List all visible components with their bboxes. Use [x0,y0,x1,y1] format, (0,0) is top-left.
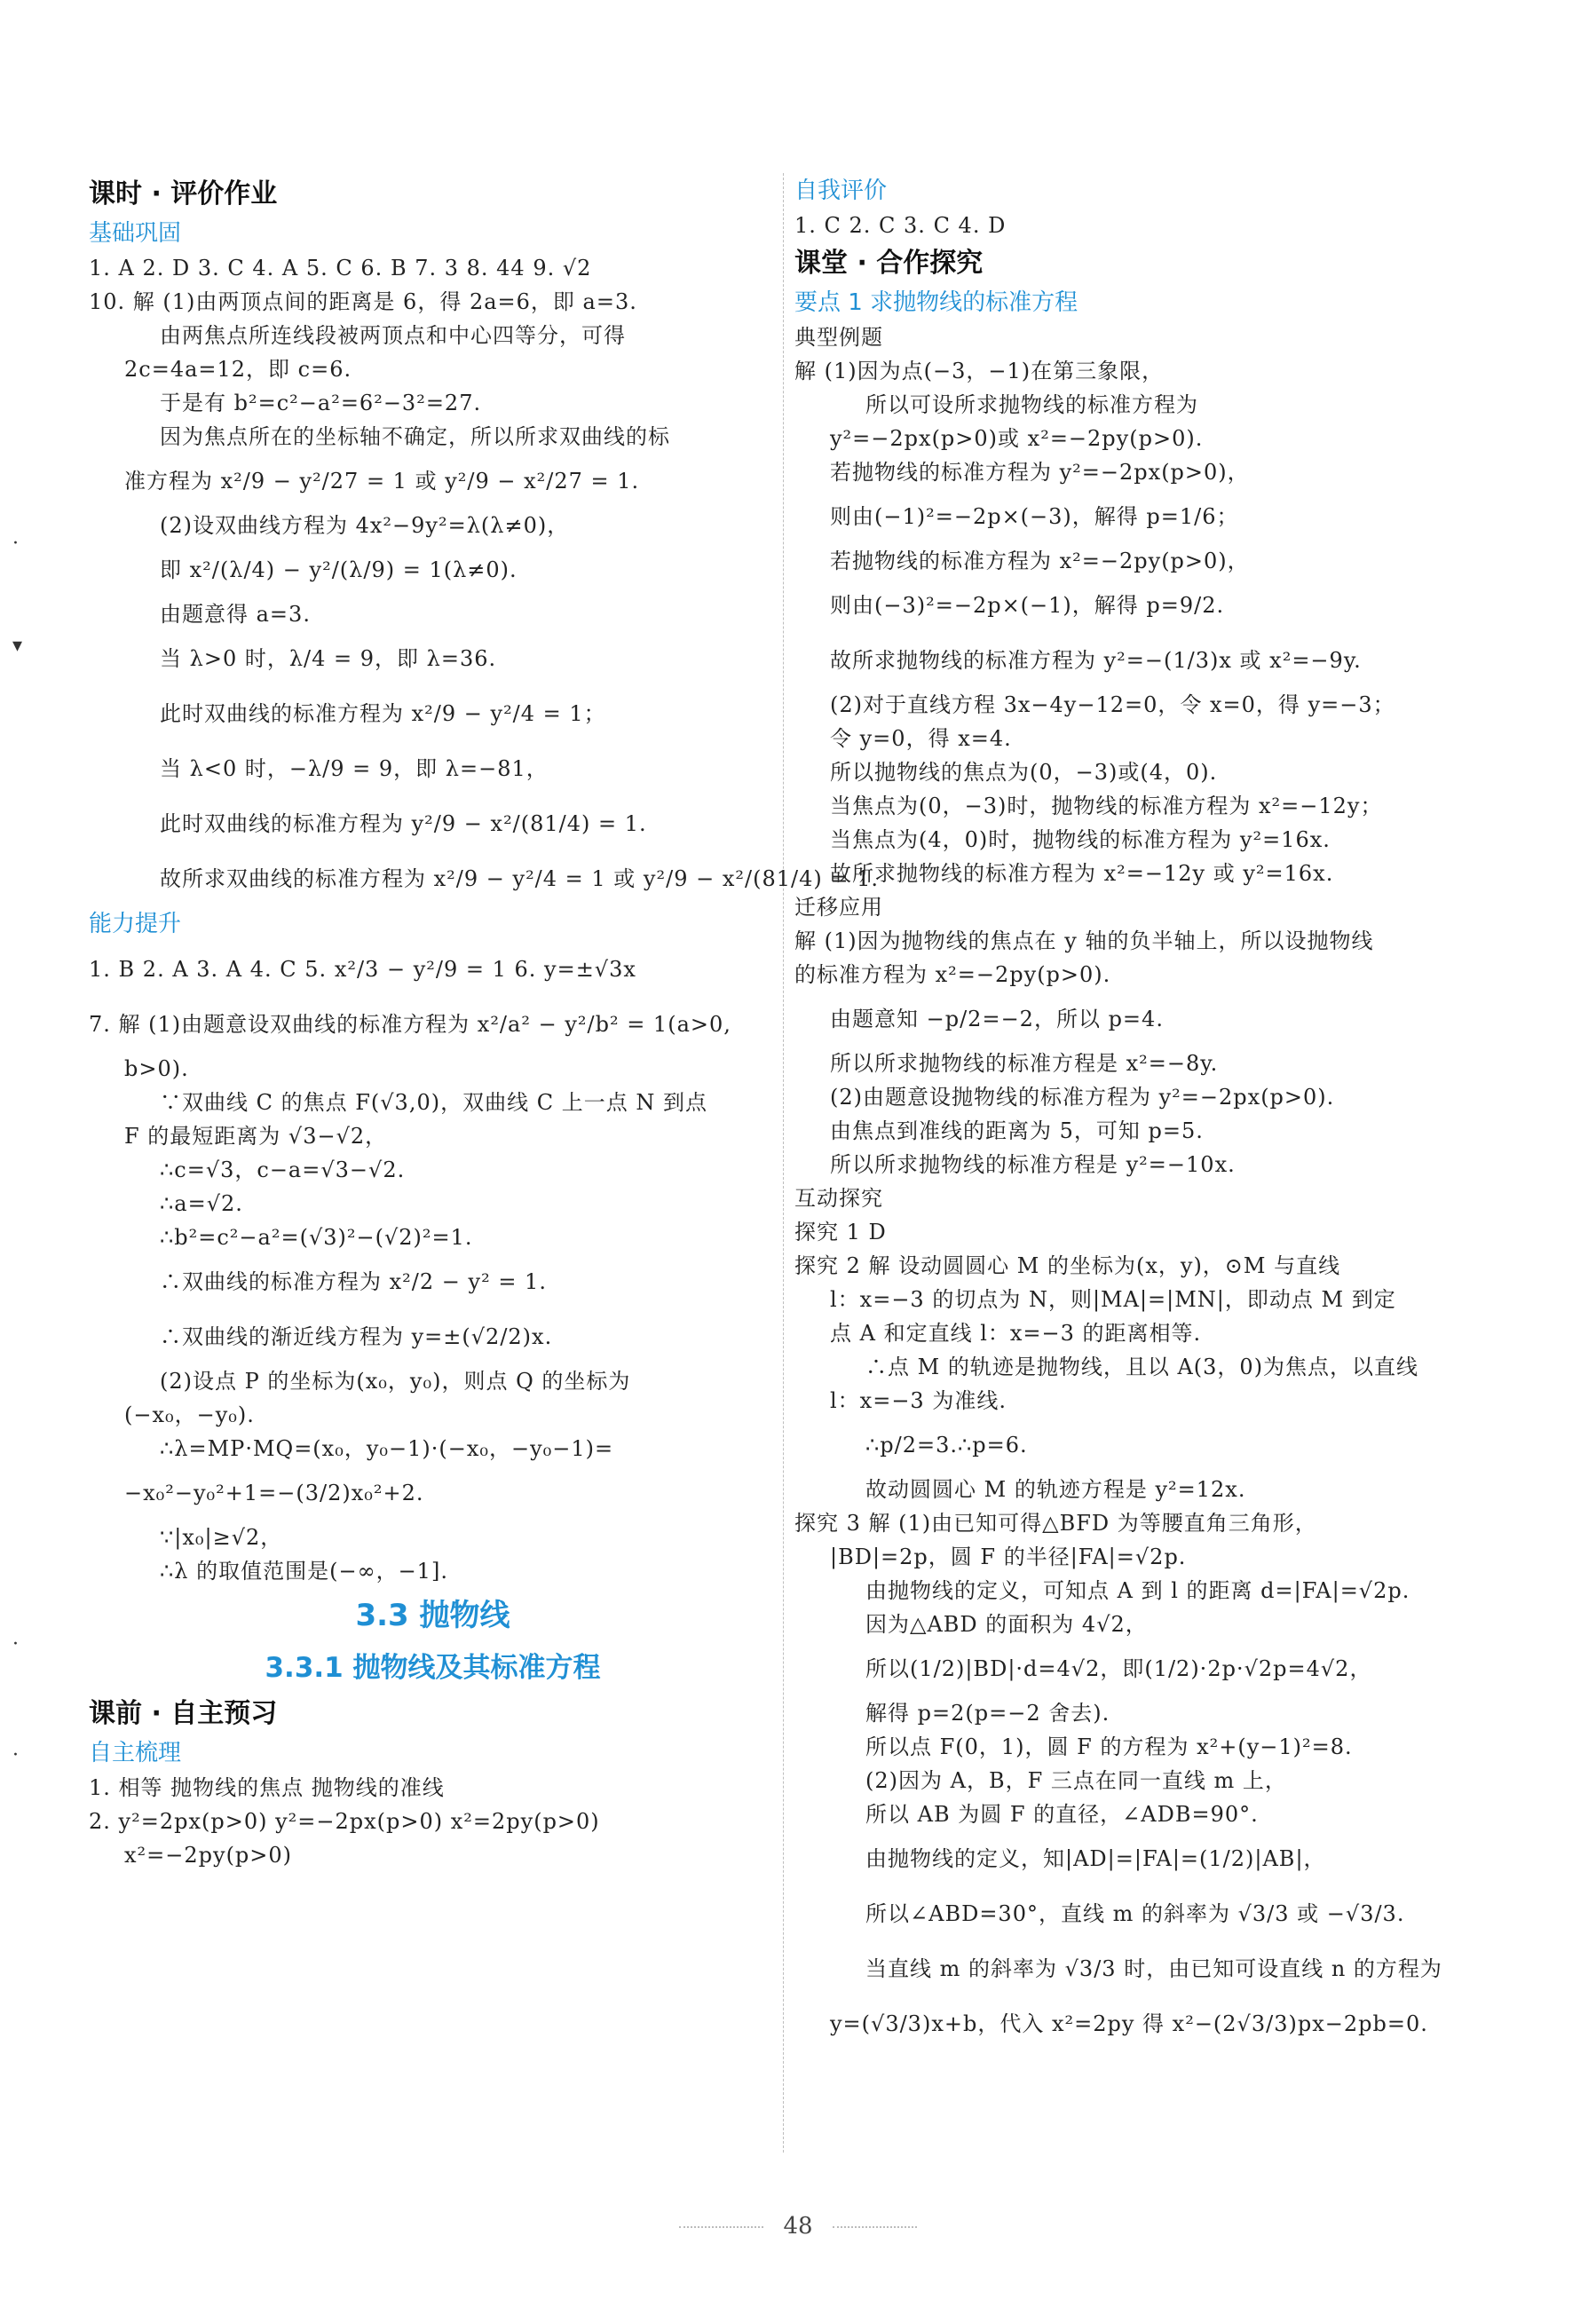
text-line: 由题意知 −p/2=−2，所以 p=4. [830,1007,1164,1031]
subsection-label: 自我评价 [794,178,888,204]
subsection-label: 自主梳理 [89,1740,182,1766]
margin-mark: ▾ [12,635,23,657]
text-line: ∴a=√2. [160,1191,243,1216]
text-line: 则由(−1)²=−2p×(−3)，解得 p=1/6； [830,504,1239,529]
text-line: 所以所求抛物线的标准方程是 x²=−8y. [830,1051,1219,1076]
text-line: ∵双曲线 C 的焦点 F(√3,0)，双曲线 C 上一点 N 到点 [160,1090,707,1115]
subsection-label: 能力提升 [89,911,182,937]
text-line: 解 (1)因为抛物线的焦点在 y 轴的负半轴上，所以设抛物线 [794,928,1374,953]
text-line: ∴p/2=3.∴p=6. [865,1433,1028,1458]
margin-mark: · [12,1744,19,1766]
text-line: 当 λ<0 时，−λ/9 = 9，即 λ=−81， [160,756,549,781]
text-line: ∴λ 的取值范围是(−∞，−1]. [160,1559,448,1584]
text-line: (2)设双曲线方程为 4x²−9y²=λ(λ≠0)， [160,513,570,538]
text-line: 当焦点为(4，0)时，抛物线的标准方程为 y²=16x. [830,827,1331,852]
text-line: 2c=4a=12，即 c=6. [124,357,352,382]
text-line: 故所求双曲线的标准方程为 x²/9 − y²/4 = 1 或 y²/9 − x²/(81/4) = 1. [160,866,879,891]
margin-mark: · [12,533,19,555]
text-line: 所以∠ABD=30°，直线 m 的斜率为 √3/3 或 −√3/3. [865,1901,1405,1926]
text-line: 探究 3 解 (1)由已知可得△BFD 为等腰直角三角形， [794,1511,1317,1536]
text-line: 所以点 F(0，1)，圆 F 的方程为 x²+(y−1)²=8. [865,1734,1353,1759]
text-line: 当焦点为(0，−3)时，抛物线的标准方程为 x²=−12y； [830,794,1383,818]
text-line: 由抛物线的定义，可知点 A 到 l 的距离 d=|FA|=√2p. [865,1578,1410,1603]
chapter-title: 3.3.1 抛物线及其标准方程 [265,1652,601,1684]
text-line: 所以抛物线的焦点为(0，−3)或(4，0). [830,760,1218,785]
text-line: (−x₀，−y₀). [124,1402,255,1427]
text-line: 10. 解 (1)由两顶点间的距离是 6，得 2a=6，即 a=3. [89,289,637,314]
text-line: 探究 1 D [794,1220,887,1244]
text-line: 7. 解 (1)由题意设双曲线的标准方程为 x²/a² − y²/b² = 1(a>0, [89,1012,731,1037]
text-line: 因为焦点所在的坐标轴不确定，所以所求双曲线的标 [160,424,670,449]
text-line: 若抛物线的标准方程为 x²=−2py(p>0)， [830,549,1250,573]
text-line: 典型例题 [794,325,883,350]
text-line: b>0). [124,1056,189,1081]
text-line: −x₀²−y₀²+1=−(3/2)x₀²+2. [124,1481,424,1505]
text-line: 解 (1)因为点(−3，−1)在第三象限， [794,359,1165,383]
text-line: 由焦点到准线的距离为 5，可知 p=5. [830,1118,1204,1143]
text-line: 2. y²=2px(p>0) y²=−2px(p>0) x²=2py(p>0) [89,1809,600,1834]
text-line: 此时双曲线的标准方程为 y²/9 − x²/(81/4) = 1. [160,811,647,836]
text-line: 的标准方程为 x²=−2py(p>0). [794,962,1111,987]
text-line: ∴c=√3，c−a=√3−√2. [160,1157,406,1182]
text-line: ∴双曲线的标准方程为 x²/2 − y² = 1. [160,1269,547,1294]
text-line: ∴双曲线的渐近线方程为 y=±(√2/2)x. [160,1324,553,1349]
subsection-label: 要点 1 求抛物线的标准方程 [794,289,1078,316]
text-line: 故动圆圆心 M 的轨迹方程是 y²=12x. [865,1477,1246,1502]
text-line: 即 x²/(λ/4) − y²/(λ/9) = 1(λ≠0). [160,557,518,582]
text-line: 探究 2 解 设动圆圆心 M 的坐标为(x，y)，⊙M 与直线 [794,1253,1341,1278]
text-line: 由抛物线的定义，知|AD|=|FA|=(1/2)|AB|， [865,1846,1326,1871]
text-line: l：x=−3 的切点为 N，则|MA|=|MN|，即动点 M 到定 [830,1287,1396,1312]
text-line: (2)设点 P 的坐标为(x₀，y₀)，则点 Q 的坐标为 [160,1369,631,1394]
column-divider [783,173,784,2153]
text-line: 准方程为 x²/9 − y²/27 = 1 或 y²/9 − x²/27 = 1. [124,469,640,494]
text-line: 当直线 m 的斜率为 √3/3 时，由已知可设直线 n 的方程为 [865,1956,1442,1981]
text-line: 所以(1/2)|BD|·d=4√2，即(1/2)·2p·√2p=4√2， [865,1656,1372,1681]
text-line: F 的最短距离为 √3−√2， [124,1124,388,1149]
footer-rule-right [833,2226,917,2228]
margin-mark: · [12,1633,19,1655]
text-line: |BD|=2p，圆 F 的半径|FA|=√2p. [830,1545,1187,1569]
text-line: 所以所求抛物线的标准方程是 y²=−10x. [830,1152,1236,1177]
section-heading: 课堂 · 合作探究 [794,248,984,279]
text-line: 由两焦点所连线段被两顶点和中心四等分，可得 [160,323,626,348]
text-line: 1. 相等 抛物线的焦点 抛物线的准线 [89,1775,445,1800]
text-line: 所以 AB 为圆 F 的直径，∠ADB=90°. [865,1802,1259,1827]
text-line: 互动探究 [794,1186,883,1211]
text-line: 令 y=0，得 x=4. [830,726,1012,751]
section-heading: 课时 · 评价作业 [89,178,278,209]
text-line: 故所求抛物线的标准方程为 x²=−12y 或 y²=16x. [830,861,1334,886]
text-line: 1. A 2. D 3. C 4. A 5. C 6. B 7. 3 8. 44 9. √2 [89,256,592,280]
text-line: 所以可设所求抛物线的标准方程为 [865,392,1198,417]
footer-rule-left [679,2226,763,2228]
text-line: l：x=−3 为准线. [830,1388,1007,1413]
text-line: 于是有 b²=c²−a²=6²−3²=27. [160,391,482,415]
text-line: 因为△ABD 的面积为 4√2， [865,1612,1148,1637]
text-line: ∴λ=MP·MQ=(x₀，y₀−1)·(−x₀，−y₀−1)= [160,1436,614,1461]
text-line: 当 λ>0 时，λ/4 = 9，即 λ=36. [160,646,497,671]
text-line: (2)对于直线方程 3x−4y−12=0，令 x=0，得 y=−3； [830,692,1395,717]
text-line: ∴点 M 的轨迹是抛物线，且以 A(3，0)为焦点，以直线 [865,1355,1419,1379]
text-line: 点 A 和定直线 l：x=−3 的距离相等. [830,1321,1202,1346]
text-line: y²=−2px(p>0)或 x²=−2py(p>0). [830,426,1204,451]
text-line: 故所求抛物线的标准方程为 y²=−(1/3)x 或 x²=−9y. [830,648,1362,673]
text-line: 此时双曲线的标准方程为 x²/9 − y²/4 = 1； [160,701,606,726]
text-line: y=(√3/3)x+b，代入 x²=2py 得 x²−(2√3/3)px−2pb=0. [830,2011,1428,2036]
text-line: 迁移应用 [794,895,883,920]
text-line: (2)因为 A，B，F 三点在同一直线 m 上， [865,1768,1287,1793]
text-line: 解得 p=2(p=−2 舍去). [865,1701,1110,1726]
text-line: x²=−2py(p>0) [124,1843,293,1868]
text-line: ∴b²=c²−a²=(√3)²−(√2)²=1. [160,1225,473,1250]
text-line: ∵|x₀|≥√2， [160,1525,283,1550]
text-line: 则由(−3)²=−2p×(−1)，解得 p=9/2. [830,593,1225,618]
text-line: 若抛物线的标准方程为 y²=−2px(p>0)， [830,460,1250,485]
subsection-label: 基础巩固 [89,220,182,247]
right-column [794,173,1496,2051]
chapter-title: 3.3 抛物线 [355,1598,510,1633]
text-line: 1. B 2. A 3. A 4. C 5. x²/3 − y²/9 = 1 6. y=±√3x [89,957,636,982]
text-line: 1. C 2. C 3. C 4. D [794,213,1007,238]
section-heading: 课前 · 自主预习 [89,1698,278,1729]
text-line: (2)由题意设抛物线的标准方程为 y²=−2px(p>0). [830,1085,1335,1110]
text-line: 由题意得 a=3. [160,602,311,627]
page-footer [0,2213,1596,2240]
page-number: 48 [783,2213,813,2240]
